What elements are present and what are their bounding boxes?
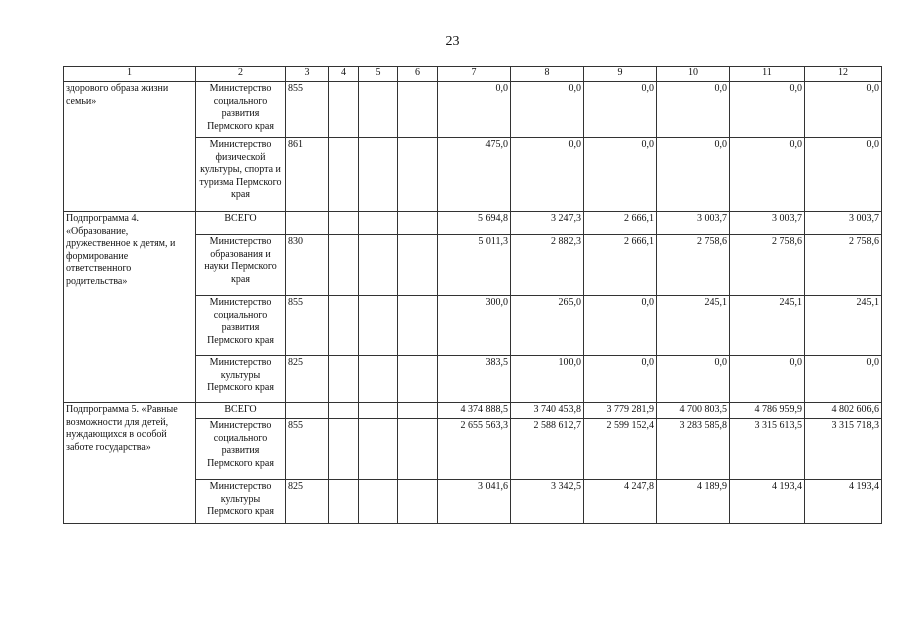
department-code	[286, 403, 329, 419]
column-header-6: 6	[398, 67, 438, 82]
empty-cell	[398, 356, 438, 403]
value-cell-col-8: 0,0	[511, 82, 584, 138]
value-cell-col-9: 2 666,1	[584, 235, 657, 296]
empty-cell	[329, 212, 359, 235]
value-cell-col-12: 2 758,6	[805, 235, 882, 296]
column-header-2: 2	[196, 67, 286, 82]
department-code: 855	[286, 419, 329, 480]
column-header-11: 11	[730, 67, 805, 82]
department-code: 830	[286, 235, 329, 296]
value-cell-col-12: 3 003,7	[805, 212, 882, 235]
column-header-1: 1	[64, 67, 196, 82]
column-header-12: 12	[805, 67, 882, 82]
value-cell-col-12: 0,0	[805, 82, 882, 138]
value-cell-col-9: 3 779 281,9	[584, 403, 657, 419]
value-cell-col-7: 4 374 888,5	[438, 403, 511, 419]
value-cell-col-11: 3 315 613,5	[730, 419, 805, 480]
column-header-5: 5	[359, 67, 398, 82]
value-cell-col-12: 0,0	[805, 356, 882, 403]
program-name: Подпрограмма 5. «Равные возможности для детей, нуждающихся в особой заботе государства»	[64, 403, 196, 524]
value-cell-col-9: 0,0	[584, 296, 657, 356]
value-cell-col-11: 0,0	[730, 138, 805, 212]
empty-cell	[398, 138, 438, 212]
value-cell-col-9: 0,0	[584, 82, 657, 138]
table-body	[64, 82, 882, 524]
value-cell-col-11: 2 758,6	[730, 235, 805, 296]
value-cell-col-12: 4 193,4	[805, 480, 882, 524]
page-number: 23	[445, 34, 460, 49]
value-cell-col-9: 2 666,1	[584, 212, 657, 235]
column-header-10: 10	[657, 67, 730, 82]
table-row	[64, 212, 882, 235]
budget-table	[63, 66, 882, 524]
value-cell-col-9: 0,0	[584, 138, 657, 212]
value-cell-col-11: 4 786 959,9	[730, 403, 805, 419]
value-cell-col-8: 100,0	[511, 356, 584, 403]
empty-cell	[398, 480, 438, 524]
empty-cell	[329, 235, 359, 296]
value-cell-col-8: 0,0	[511, 138, 584, 212]
department-code: 855	[286, 296, 329, 356]
department-code: 861	[286, 138, 329, 212]
empty-cell	[398, 212, 438, 235]
empty-cell	[359, 419, 398, 480]
program-name: здорового образа жизни семьи»	[64, 82, 196, 212]
value-cell-col-9: 4 247,8	[584, 480, 657, 524]
empty-cell	[329, 419, 359, 480]
column-header-7: 7	[438, 67, 511, 82]
value-cell-col-10: 0,0	[657, 356, 730, 403]
value-cell-col-9: 0,0	[584, 356, 657, 403]
department-code: 825	[286, 356, 329, 403]
empty-cell	[359, 212, 398, 235]
value-cell-col-12: 245,1	[805, 296, 882, 356]
header-row	[64, 67, 882, 82]
department-code: 825	[286, 480, 329, 524]
value-cell-col-12: 0,0	[805, 138, 882, 212]
ministry-name: Министерство социального развития Пермского края	[196, 82, 286, 138]
column-header-8: 8	[511, 67, 584, 82]
value-cell-col-8: 3 247,3	[511, 212, 584, 235]
value-cell-col-7: 5 694,8	[438, 212, 511, 235]
value-cell-col-11: 0,0	[730, 82, 805, 138]
empty-cell	[359, 296, 398, 356]
ministry-name: Министерство социального развития Пермского края	[196, 419, 286, 480]
value-cell-col-10: 0,0	[657, 138, 730, 212]
value-cell-col-12: 3 315 718,3	[805, 419, 882, 480]
table-row	[64, 82, 882, 138]
ministry-name: Министерство образования и науки Пермского края	[196, 235, 286, 296]
value-cell-col-8: 3 740 453,8	[511, 403, 584, 419]
empty-cell	[359, 82, 398, 138]
empty-cell	[359, 403, 398, 419]
column-header-3: 3	[286, 67, 329, 82]
value-cell-col-10: 245,1	[657, 296, 730, 356]
value-cell-col-7: 0,0	[438, 82, 511, 138]
empty-cell	[329, 480, 359, 524]
department-code: 855	[286, 82, 329, 138]
ministry-name: Министерство культуры Пермского края	[196, 480, 286, 524]
value-cell-col-11: 245,1	[730, 296, 805, 356]
value-cell-col-10: 2 758,6	[657, 235, 730, 296]
empty-cell	[329, 296, 359, 356]
total-label: ВСЕГО	[196, 403, 286, 419]
value-cell-col-8: 3 342,5	[511, 480, 584, 524]
value-cell-col-9: 2 599 152,4	[584, 419, 657, 480]
empty-cell	[329, 403, 359, 419]
empty-cell	[329, 356, 359, 403]
empty-cell	[398, 235, 438, 296]
value-cell-col-8: 2 588 612,7	[511, 419, 584, 480]
ministry-name: Министерство социального развития Пермского края	[196, 296, 286, 356]
column-header-9: 9	[584, 67, 657, 82]
value-cell-col-12: 4 802 606,6	[805, 403, 882, 419]
ministry-name: Министерство физической культуры, спорта и туризма Пермского края	[196, 138, 286, 212]
empty-cell	[329, 82, 359, 138]
empty-cell	[398, 82, 438, 138]
table-row	[64, 403, 882, 419]
value-cell-col-11: 4 193,4	[730, 480, 805, 524]
value-cell-col-7: 3 041,6	[438, 480, 511, 524]
value-cell-col-8: 265,0	[511, 296, 584, 356]
ministry-name: Министерство культуры Пермского края	[196, 356, 286, 403]
value-cell-col-10: 3 283 585,8	[657, 419, 730, 480]
empty-cell	[329, 138, 359, 212]
value-cell-col-8: 2 882,3	[511, 235, 584, 296]
value-cell-col-7: 300,0	[438, 296, 511, 356]
value-cell-col-10: 3 003,7	[657, 212, 730, 235]
value-cell-col-11: 3 003,7	[730, 212, 805, 235]
empty-cell	[398, 419, 438, 480]
value-cell-col-10: 0,0	[657, 82, 730, 138]
empty-cell	[359, 138, 398, 212]
empty-cell	[359, 235, 398, 296]
total-label: ВСЕГО	[196, 212, 286, 235]
value-cell-col-10: 4 189,9	[657, 480, 730, 524]
program-name: Подпрограмма 4. «Образование, дружественное к детям, и формирование ответственного родительства»	[64, 212, 196, 403]
column-header-4: 4	[329, 67, 359, 82]
empty-cell	[359, 480, 398, 524]
value-cell-col-7: 5 011,3	[438, 235, 511, 296]
value-cell-col-10: 4 700 803,5	[657, 403, 730, 419]
empty-cell	[398, 296, 438, 356]
value-cell-col-7: 383,5	[438, 356, 511, 403]
value-cell-col-11: 0,0	[730, 356, 805, 403]
value-cell-col-7: 475,0	[438, 138, 511, 212]
empty-cell	[398, 403, 438, 419]
empty-cell	[359, 356, 398, 403]
value-cell-col-7: 2 655 563,3	[438, 419, 511, 480]
department-code	[286, 212, 329, 235]
